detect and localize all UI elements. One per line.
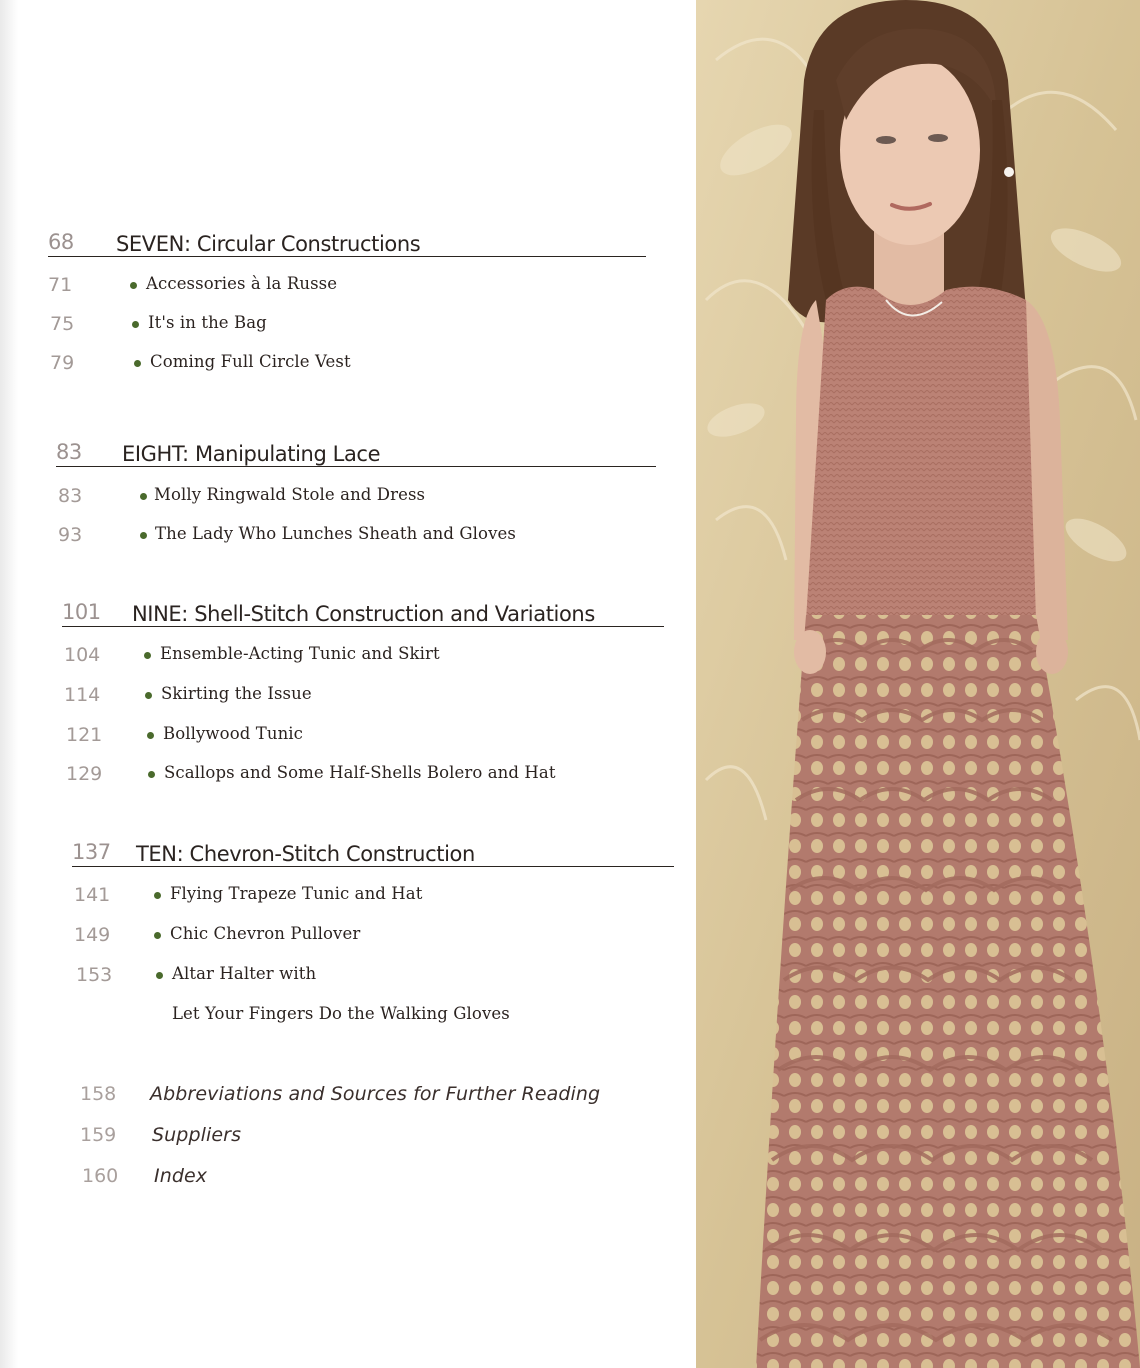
back-matter-page-number: 160 <box>82 1165 119 1187</box>
entry-page-number: 104 <box>64 644 101 666</box>
chapter-page-number: 68 <box>48 230 74 254</box>
bullet-icon <box>130 282 137 289</box>
dress-bodice <box>806 287 1036 620</box>
chapter-page-number: 137 <box>72 840 111 864</box>
bullet-icon <box>156 972 163 979</box>
toc-entry[interactable] <box>58 524 638 550</box>
entry-page-number: 79 <box>50 352 75 374</box>
bullet-icon <box>132 321 139 328</box>
earring <box>1004 167 1014 177</box>
entry-title: Accessories à la Russe <box>146 274 338 293</box>
entry-title: Chic Chevron Pullover <box>170 924 361 943</box>
chapter-title: EIGHT: Manipulating Lace <box>122 442 381 466</box>
entry-page-number: 129 <box>66 763 103 785</box>
back-matter-title: Abbreviations and Sources for Further Reading <box>150 1083 601 1105</box>
entry-page-number: 93 <box>58 524 83 546</box>
entry-title: It's in the Bag <box>148 313 267 332</box>
entry-title: Coming Full Circle Vest <box>150 352 351 371</box>
bullet-icon <box>145 692 152 699</box>
back-matter-entry[interactable] <box>80 1124 680 1150</box>
entry-page-number: 121 <box>66 724 103 746</box>
back-matter-title: Suppliers <box>152 1124 242 1146</box>
toc-entry[interactable] <box>74 924 654 950</box>
back-matter-page-number: 158 <box>80 1083 117 1105</box>
chapter-title: NINE: Shell-Stitch Construction and Variations <box>132 602 595 626</box>
entry-page-number: 75 <box>50 313 75 335</box>
chapter-heading[interactable] <box>48 222 646 257</box>
toc-entry[interactable] <box>64 684 644 710</box>
bullet-icon <box>140 493 147 500</box>
bullet-icon <box>154 932 161 939</box>
back-matter-page-number: 159 <box>80 1124 117 1146</box>
bullet-icon <box>144 652 151 659</box>
entry-page-number: 149 <box>74 924 111 946</box>
model-illustration <box>696 0 1140 1368</box>
toc-entry[interactable] <box>64 644 644 670</box>
bullet-icon <box>154 892 161 899</box>
toc-entry[interactable] <box>50 313 610 339</box>
chapter-page-number: 101 <box>62 600 101 624</box>
toc-entry[interactable] <box>74 884 654 910</box>
entry-title: Scallops and Some Half-Shells Bolero and Hat <box>164 763 556 782</box>
entry-page-number: 153 <box>76 964 113 986</box>
toc-entry[interactable] <box>66 724 646 750</box>
toc-entry[interactable] <box>58 485 638 511</box>
entry-page-number: 83 <box>58 485 83 507</box>
bullet-icon <box>147 732 154 739</box>
entry-title: Let Your Fingers Do the Walking Gloves <box>172 1004 510 1023</box>
chapter-title: SEVEN: Circular Constructions <box>116 232 421 256</box>
bullet-icon <box>148 771 155 778</box>
toc-entry[interactable] <box>50 352 610 378</box>
back-matter-title: Index <box>154 1165 208 1187</box>
entry-page-number: 71 <box>48 274 73 296</box>
entry-title: Ensemble-Acting Tunic and Skirt <box>160 644 440 663</box>
entry-page-number: 141 <box>74 884 111 906</box>
entry-title: Bollywood Tunic <box>163 724 304 743</box>
entry-title: Altar Halter with <box>172 964 317 983</box>
back-matter-entry[interactable] <box>82 1165 682 1191</box>
bullet-icon <box>140 532 147 539</box>
toc-entry[interactable] <box>48 274 608 300</box>
entry-title: Skirting the Issue <box>161 684 312 703</box>
model-photo <box>696 0 1140 1368</box>
bullet-icon <box>134 360 141 367</box>
toc-entry[interactable] <box>76 964 656 990</box>
chapter-heading[interactable] <box>72 832 674 867</box>
entry-title: The Lady Who Lunches Sheath and Gloves <box>155 524 516 543</box>
entry-title: Flying Trapeze Tunic and Hat <box>170 884 423 903</box>
toc-entry-continuation[interactable] <box>76 1004 656 1030</box>
chapter-title: TEN: Chevron-Stitch Construction <box>136 842 475 866</box>
entry-page-number: 114 <box>64 684 101 706</box>
chapter-heading[interactable] <box>56 432 656 467</box>
back-matter-entry[interactable] <box>80 1083 680 1109</box>
chapter-page-number: 83 <box>56 440 82 464</box>
chapter-heading[interactable] <box>62 592 664 627</box>
toc-entry[interactable] <box>66 763 646 789</box>
entry-title: Molly Ringwald Stole and Dress <box>154 485 426 504</box>
